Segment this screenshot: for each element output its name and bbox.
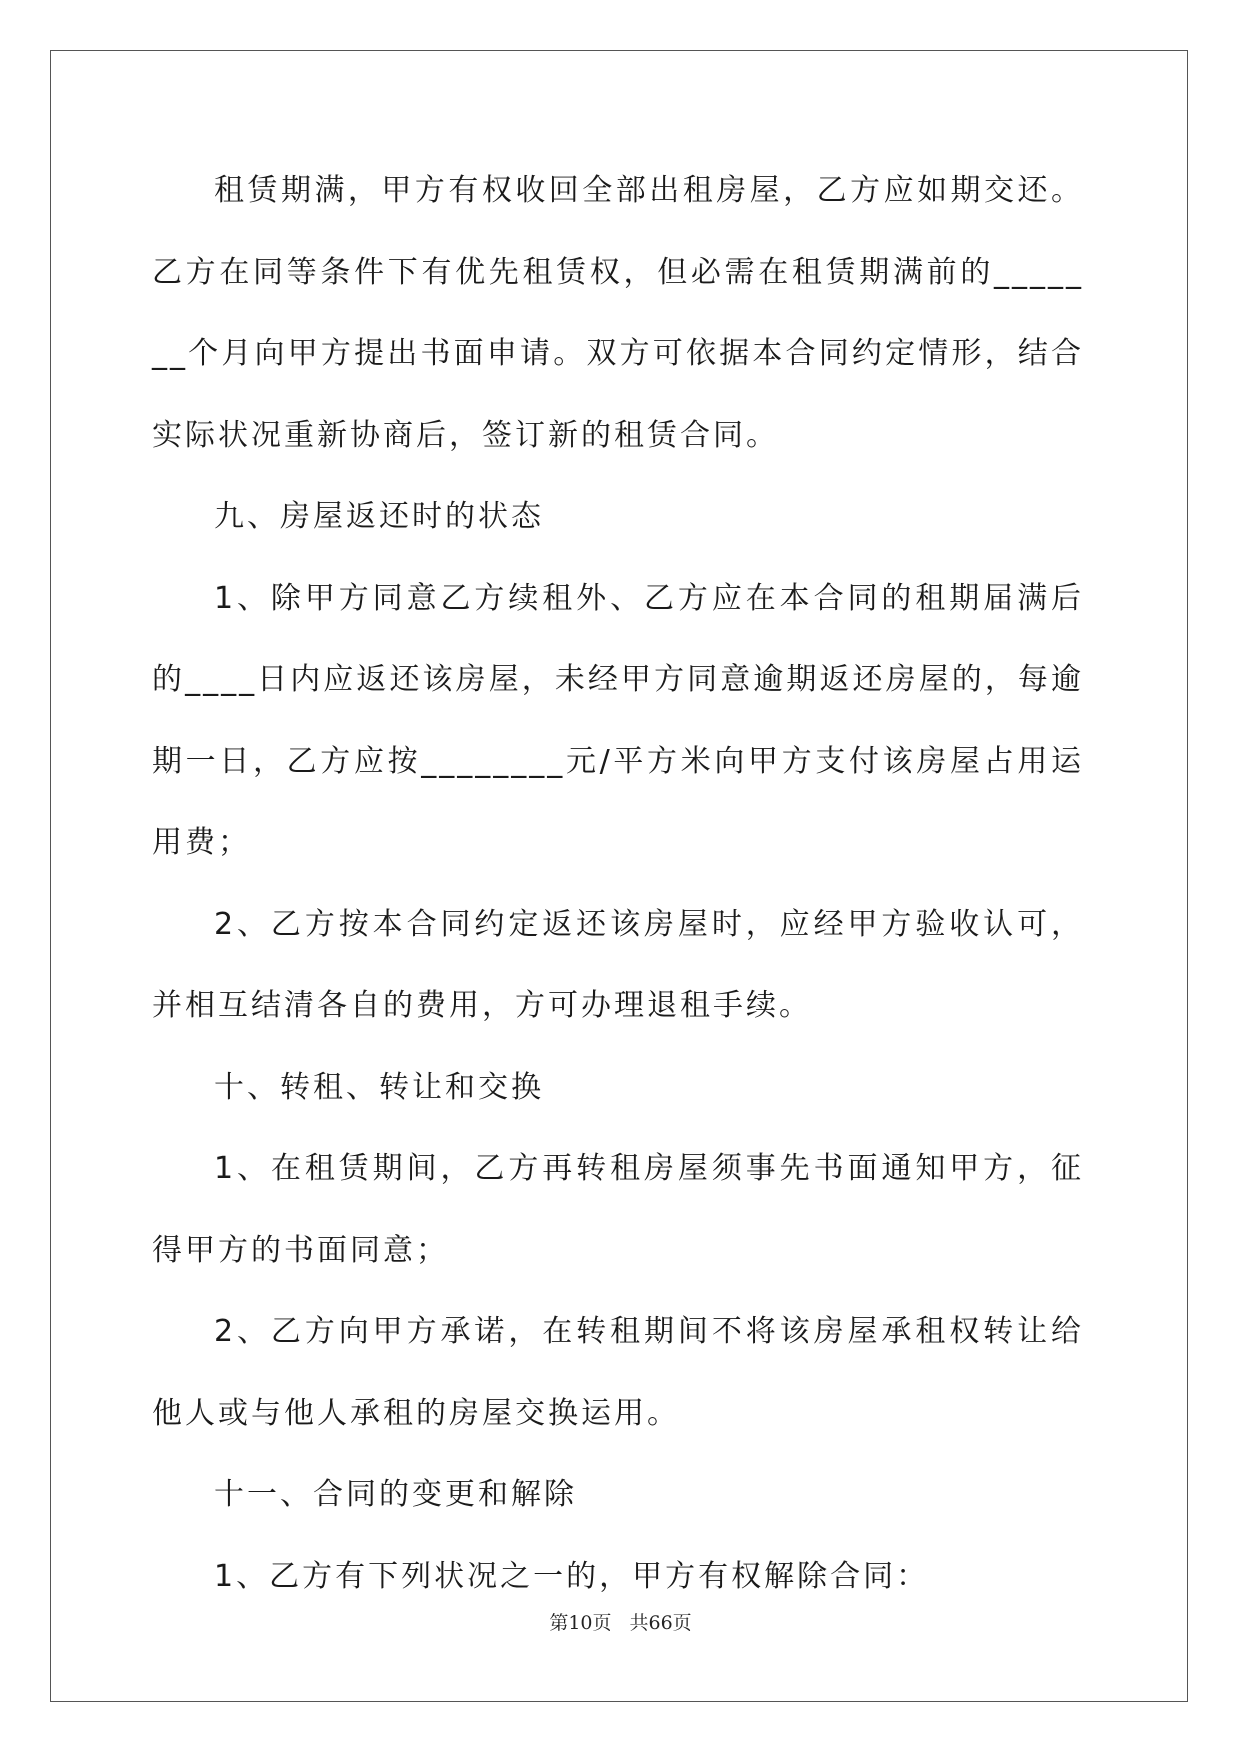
paragraph-lease-expiry: 租赁期满，甲方有权收回全部出租房屋，乙方应如期交还。乙方在同等条件下有优先租赁权，但必需在租赁期满前的_______个月向甲方提出书面申请。双方可依据本合同约定情形，结合实际状况重新协商后，签订新的租赁合同。 [152, 173, 1084, 453]
paragraph-sublease-notice: 1、在租赁期间，乙方再转租房屋须事先书面通知甲方，征得甲方的书面同意； [152, 1151, 1084, 1268]
paragraph-sublease-promise: 2、乙方向甲方承诺，在转租期间不将该房屋承租权转让给他人或与他人承租的房屋交换运用。 [152, 1314, 1084, 1431]
page-footer [0, 1608, 1241, 1635]
page-number: 第10页 [549, 1612, 612, 1634]
paragraph-return-deadline: 1、除甲方同意乙方续租外、乙方应在本合同的租期届满后的____日内应返还该房屋，未经甲方同意逾期返还房屋的，每逾期一日，乙方应按________元/平方米向甲方支付该房屋占用运用费； [152, 580, 1084, 860]
section-heading-return-condition: 九、房屋返还时的状态 [214, 499, 544, 534]
document-body [152, 150, 1084, 1617]
paragraph-return-acceptance: 2、乙方按本合同约定返还该房屋时，应经甲方验收认可，并相互结清各自的费用，方可办理退租手续。 [152, 906, 1084, 1023]
section-heading-sublease: 十、转租、转让和交换 [214, 1069, 544, 1105]
section-heading-contract-change: 十一、合同的变更和解除 [214, 1477, 577, 1512]
page-total: 共66页 [629, 1612, 692, 1634]
paragraph-termination-conditions: 1、乙方有下列状况之一的，甲方有权解除合同： [214, 1558, 930, 1594]
